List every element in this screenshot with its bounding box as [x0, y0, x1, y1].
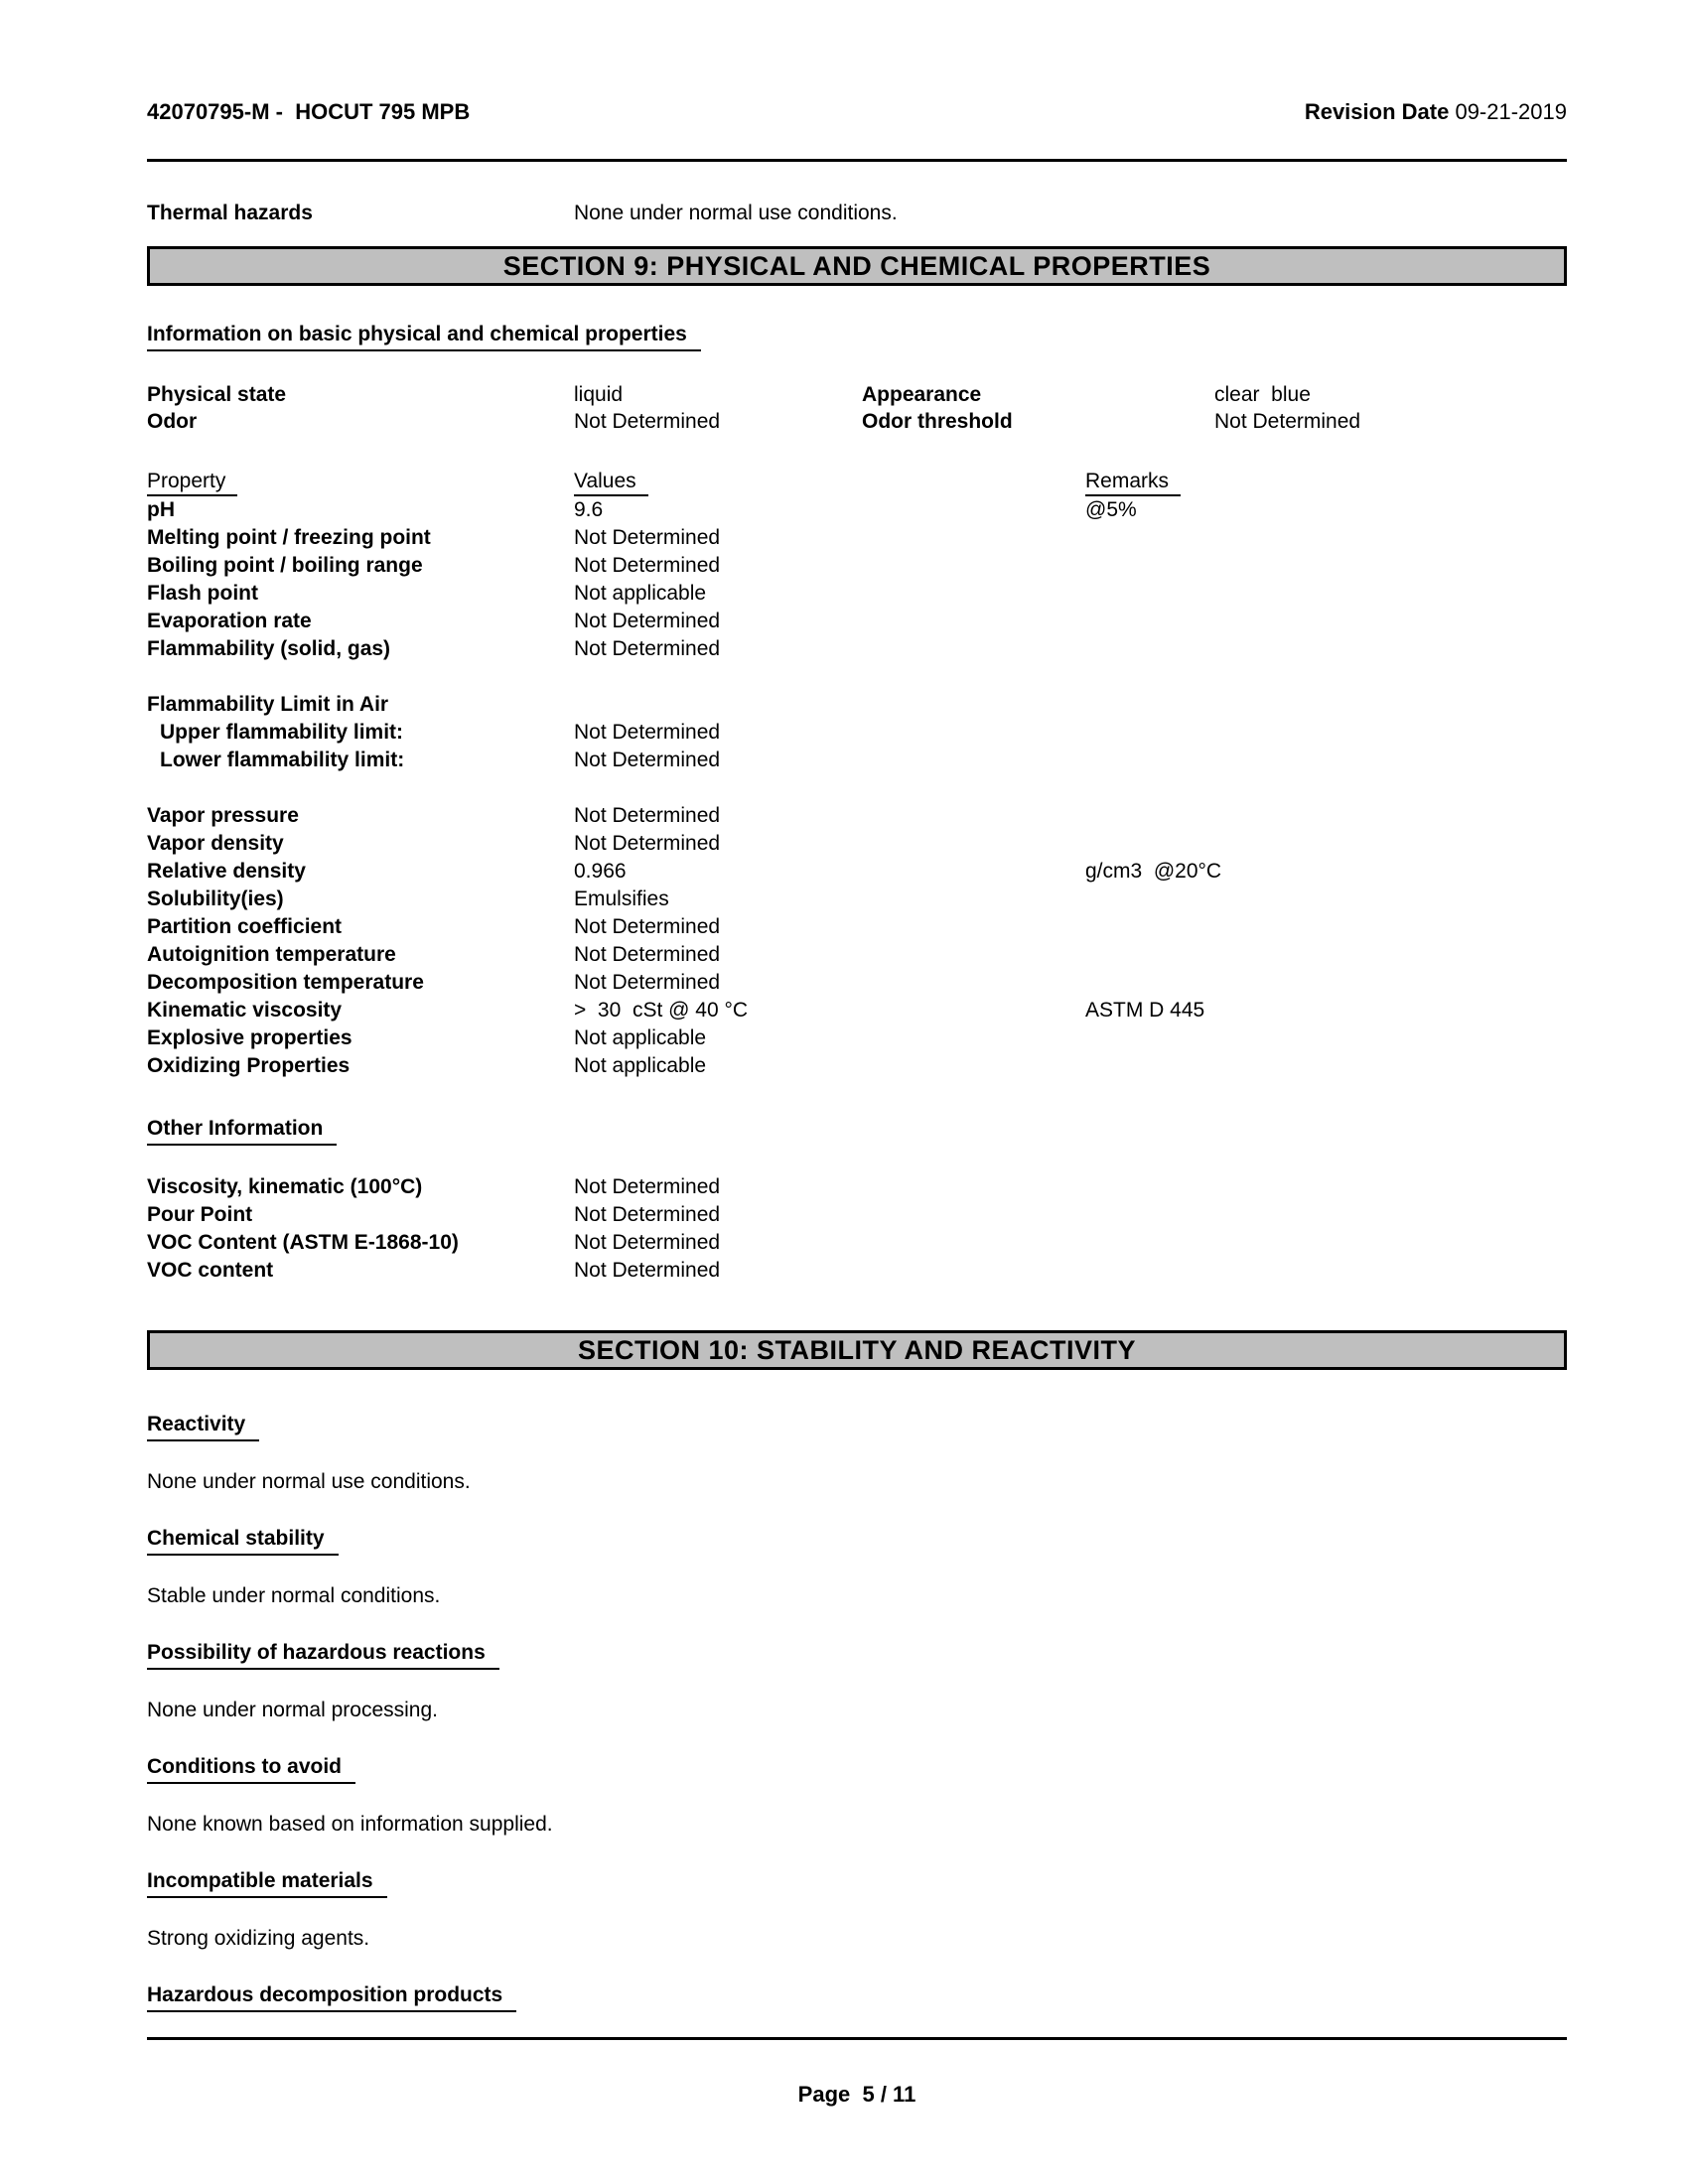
property-label: Melting point / freezing point — [147, 526, 431, 549]
property-value: Not Determined — [574, 804, 721, 827]
subsection-heading — [147, 1640, 1567, 1670]
property-remark — [1085, 886, 1567, 913]
property-remark: @5% — [1085, 498, 1137, 521]
property-label: Solubility(ies) — [147, 887, 284, 910]
property-remark — [1085, 1024, 1567, 1052]
other-information-heading: Other Information — [147, 1116, 1567, 1146]
odor-threshold-label: Odor threshold — [862, 410, 1013, 433]
property-remark — [1085, 691, 1567, 719]
table-row — [147, 941, 1567, 969]
physical-state-label: Physical state — [147, 383, 287, 406]
table-row — [147, 997, 1567, 1024]
subsection-text: None under normal use conditions. — [147, 1470, 471, 1493]
property-label: Oxidizing Properties — [147, 1054, 351, 1077]
other-info-row — [147, 1257, 1567, 1285]
subsection-heading — [147, 1868, 1567, 1898]
property-value: Not Determined — [574, 915, 721, 938]
table-row — [147, 719, 1567, 747]
property-label: Autoignition temperature — [147, 943, 396, 966]
state-row — [147, 381, 1567, 408]
property-label: Evaporation rate — [147, 610, 312, 632]
property-remark — [1085, 913, 1567, 941]
property-label: Flammability Limit in Air — [147, 693, 389, 716]
subsection — [147, 1526, 1567, 1610]
table-row — [147, 913, 1567, 941]
state-row — [147, 408, 1567, 435]
property-remark — [1085, 969, 1567, 997]
property-remark — [1085, 552, 1567, 580]
page-number: Page 5 / 11 — [797, 2082, 916, 2107]
subsection-heading-text: Possibility of hazardous reactions — [147, 1640, 499, 1670]
property-label: Flammability (solid, gas) — [147, 637, 391, 660]
subsection-heading — [147, 1526, 1567, 1556]
subsection-heading-text: Hazardous decomposition products — [147, 1982, 516, 2012]
revision-date-label: Revision Date — [1304, 99, 1450, 124]
odor-value: Not Determined — [574, 410, 721, 433]
table-row — [147, 1052, 1567, 1080]
revision-date-value: 09-21-2019 — [1455, 99, 1567, 124]
property-remark — [1085, 608, 1567, 635]
subsection-heading — [147, 1412, 1567, 1441]
property-label: Partition coefficient — [147, 915, 343, 938]
property-table — [147, 467, 1567, 1080]
property-remark — [1085, 830, 1567, 858]
revision-date — [1305, 99, 1567, 125]
table-row — [147, 552, 1567, 580]
property-remark: g/cm3 @20°C — [1085, 860, 1222, 883]
property-value — [574, 691, 1085, 719]
property-value: Not applicable — [574, 1026, 707, 1049]
property-value: 9.6 — [574, 498, 604, 521]
property-remark: ASTM D 445 — [1085, 999, 1205, 1022]
property-value: Not Determined — [574, 554, 721, 577]
appearance-label: Appearance — [862, 383, 982, 406]
property-value: Emulsifies — [574, 887, 669, 910]
property-remark — [1085, 580, 1567, 608]
table-row — [147, 496, 1567, 524]
property-remark — [1085, 747, 1567, 774]
table-row — [147, 747, 1567, 774]
other-info-row — [147, 1229, 1567, 1257]
property-value: 0.966 — [574, 860, 627, 883]
subsection-heading-text: Reactivity — [147, 1412, 259, 1441]
table-row — [147, 524, 1567, 552]
property-label: Flash point — [147, 582, 258, 605]
subsection — [147, 1868, 1567, 1953]
odor-label: Odor — [147, 410, 198, 433]
property-label: Upper flammability limit: — [160, 721, 404, 744]
property-remark — [1085, 635, 1567, 663]
subsection — [147, 1412, 1567, 1496]
property-remark — [1085, 941, 1567, 969]
property-table-body — [147, 496, 1567, 1080]
property-label: Kinematic viscosity — [147, 999, 343, 1022]
appearance-value: clear blue — [1214, 383, 1311, 406]
property-value: Not Determined — [574, 971, 721, 994]
other-info-row — [147, 1173, 1567, 1201]
subsection-text: Strong oxidizing agents. — [147, 1927, 370, 1950]
other-info-value: Not Determined — [574, 1175, 721, 1198]
other-info-value: Not Determined — [574, 1231, 721, 1254]
table-row — [147, 886, 1567, 913]
physical-state-value: liquid — [574, 383, 624, 406]
property-value: Not Determined — [574, 721, 721, 744]
basic-properties-heading: Information on basic physical and chemical properties — [147, 322, 1567, 351]
state-grid — [147, 381, 1567, 435]
table-spacer-row — [147, 774, 1567, 802]
thermal-hazards-label: Thermal hazards — [147, 202, 313, 224]
property-label: Decomposition temperature — [147, 971, 424, 994]
property-value: Not Determined — [574, 943, 721, 966]
property-label: pH — [147, 498, 175, 521]
other-info-label: Viscosity, kinematic (100°C) — [147, 1175, 423, 1198]
section-9-title: SECTION 9: PHYSICAL AND CHEMICAL PROPERTIES — [502, 250, 1211, 281]
property-value: Not Determined — [574, 637, 721, 660]
thermal-hazards-value: None under normal use conditions. — [574, 202, 898, 224]
table-row — [147, 635, 1567, 663]
table-row — [147, 608, 1567, 635]
property-remark — [1085, 719, 1567, 747]
other-info-label: Pour Point — [147, 1203, 253, 1226]
section-10-body — [147, 1412, 1567, 2012]
property-label: Lower flammability limit: — [160, 749, 405, 771]
property-label: Vapor density — [147, 832, 284, 855]
table-row — [147, 1024, 1567, 1052]
property-label: Relative density — [147, 860, 306, 883]
other-information-table — [147, 1173, 1567, 1285]
header-rule — [147, 159, 1567, 162]
subsection-heading — [147, 1982, 1567, 2012]
property-label: Explosive properties — [147, 1026, 352, 1049]
page-header — [147, 99, 1567, 125]
table-row — [147, 691, 1567, 719]
property-value: > 30 cSt @ 40 °C — [574, 999, 749, 1022]
subsection — [147, 1754, 1567, 1839]
property-column-header: Property — [147, 469, 237, 496]
values-column-header: Values — [574, 469, 648, 496]
property-table-header — [147, 467, 1567, 496]
table-row — [147, 830, 1567, 858]
remarks-column-header: Remarks — [1085, 469, 1181, 496]
table-spacer-row — [147, 663, 1567, 691]
other-info-value: Not Determined — [574, 1203, 721, 1226]
property-value: Not Determined — [574, 832, 721, 855]
subsection — [147, 1640, 1567, 1724]
property-value: Not Determined — [574, 526, 721, 549]
section-9-banner — [147, 246, 1567, 286]
other-info-value: Not Determined — [574, 1259, 721, 1282]
property-label: Boiling point / boiling range — [147, 554, 423, 577]
subsection-text: Stable under normal conditions. — [147, 1584, 441, 1607]
odor-threshold-value: Not Determined — [1214, 410, 1361, 433]
property-value: Not applicable — [574, 1054, 707, 1077]
other-info-label: VOC Content (ASTM E-1868-10) — [147, 1231, 459, 1254]
other-info-row — [147, 1201, 1567, 1229]
property-value: Not applicable — [574, 582, 707, 605]
subsection-text: None under normal processing. — [147, 1699, 438, 1721]
thermal-hazards-row — [147, 200, 1567, 226]
table-row — [147, 969, 1567, 997]
property-remark — [1085, 802, 1567, 830]
section-10-banner — [147, 1330, 1567, 1370]
property-remark — [1085, 1052, 1567, 1080]
subsection — [147, 1982, 1567, 2012]
section-10-title: SECTION 10: STABILITY AND REACTIVITY — [577, 1334, 1137, 1365]
property-value: Not Determined — [574, 610, 721, 632]
footer-rule — [147, 2037, 1567, 2040]
subsection-heading-text: Chemical stability — [147, 1526, 339, 1556]
document-title: 42070795-M - HOCUT 795 MPB — [147, 99, 471, 124]
property-remark — [1085, 524, 1567, 552]
subsection-heading-text: Conditions to avoid — [147, 1754, 355, 1784]
property-label: Vapor pressure — [147, 804, 299, 827]
subsection-text: None known based on information supplied. — [147, 1813, 553, 1836]
table-row — [147, 580, 1567, 608]
subsection-heading — [147, 1754, 1567, 1784]
table-row — [147, 858, 1567, 886]
subsection-heading-text: Incompatible materials — [147, 1868, 387, 1898]
property-value: Not Determined — [574, 749, 721, 771]
table-row — [147, 802, 1567, 830]
other-info-label: VOC content — [147, 1259, 274, 1282]
